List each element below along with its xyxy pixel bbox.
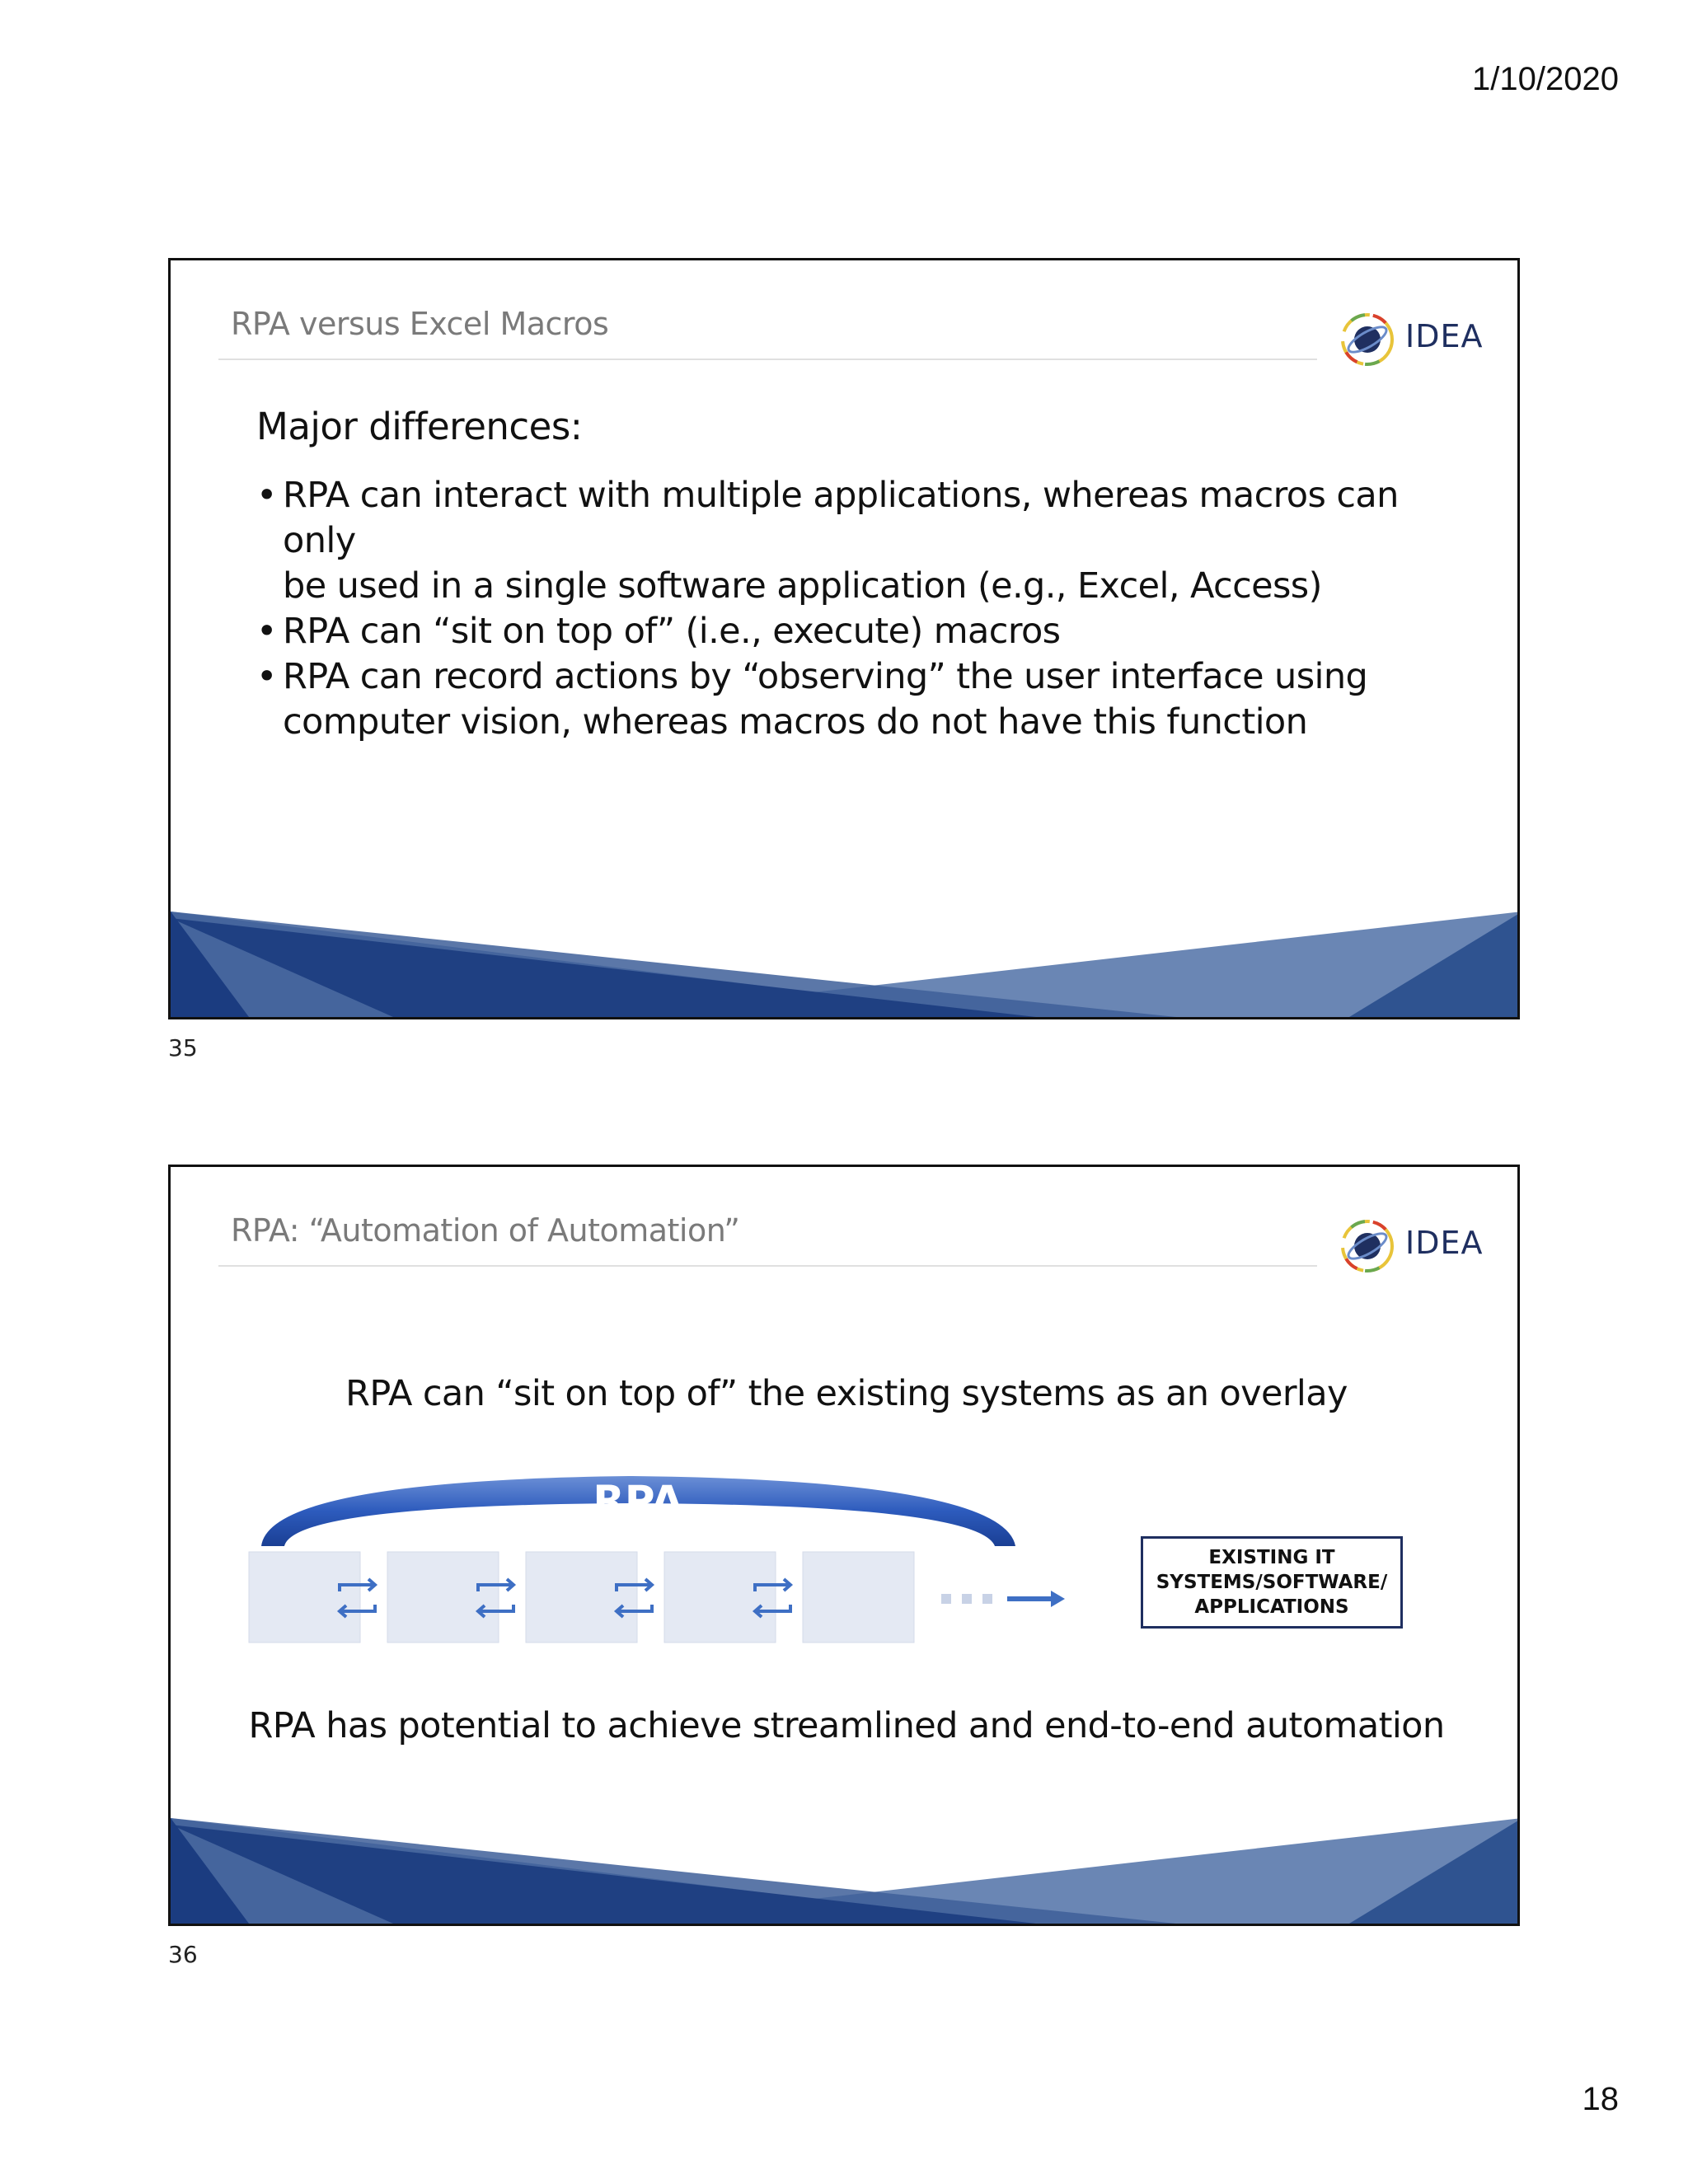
bullet-icon: •: [256, 475, 277, 516]
slide-title: RPA: “Automation of Automation”: [231, 1212, 740, 1249]
page-date: 1/10/2020: [1472, 61, 1619, 97]
bullet-item: [256, 654, 1460, 745]
bullet-line: RPA can interact with multiple applications, whereas macros can only: [283, 475, 1399, 561]
rpa-arc-label: RPA: [593, 1477, 683, 1525]
system-box: [387, 1552, 499, 1643]
systems-box-line: SYSTEMS/SOFTWARE/: [1156, 1572, 1388, 1593]
system-box: [249, 1552, 360, 1643]
system-box: [526, 1552, 637, 1643]
bullet-line: be used in a single software application (e.g., Excel, Access): [283, 565, 1322, 607]
bullet-item: [256, 473, 1460, 609]
bullet-line: RPA can “sit on top of” (i.e., execute) macros: [283, 611, 1061, 652]
title-divider: [218, 1265, 1317, 1267]
page-number: 18: [1582, 2081, 1619, 2117]
slide-36: [168, 1165, 1520, 1926]
bullet-line: computer vision, whereas macros do not have this function: [283, 701, 1308, 743]
slide-title: RPA versus Excel Macros: [231, 306, 609, 342]
idea-globe-icon: [1339, 1215, 1400, 1281]
bullet-icon: •: [256, 656, 277, 697]
footer-decoration: [171, 910, 1520, 1017]
automation-statement: RPA has potential to achieve streamlined and end-to-end automation: [248, 1705, 1445, 1746]
bullet-line: RPA can record actions by “observing” the user interface using: [283, 656, 1368, 697]
system-box: [803, 1552, 914, 1643]
overlay-statement: RPA can “sit on top of” the existing systems as an overlay: [345, 1373, 1348, 1414]
ellipsis-icon: [941, 1594, 992, 1604]
system-boxes: [249, 1552, 914, 1643]
existing-systems-box: [1141, 1536, 1403, 1629]
footer-decoration: [171, 1816, 1520, 1924]
bullet-list: [256, 473, 1460, 745]
systems-box-line: APPLICATIONS: [1194, 1596, 1349, 1618]
slide-number: 36: [168, 1941, 198, 1968]
arrow-right-icon: [1007, 1591, 1065, 1607]
logo-text: IDEA: [1405, 318, 1484, 354]
idea-globe-icon: [1339, 308, 1400, 374]
slide-number: 35: [168, 1034, 198, 1062]
idea-logo: [1339, 1215, 1488, 1281]
idea-logo: [1339, 308, 1488, 374]
bullet-icon: •: [256, 611, 277, 652]
system-box: [664, 1552, 776, 1643]
systems-box-line: EXISTING IT: [1208, 1547, 1335, 1568]
bullet-item: [256, 609, 1460, 654]
slide-35: [168, 258, 1520, 1019]
rpa-overlay-diagram: [237, 1447, 1143, 1653]
title-divider: [218, 359, 1317, 360]
subheading: Major differences:: [256, 405, 583, 448]
logo-text: IDEA: [1405, 1225, 1484, 1261]
